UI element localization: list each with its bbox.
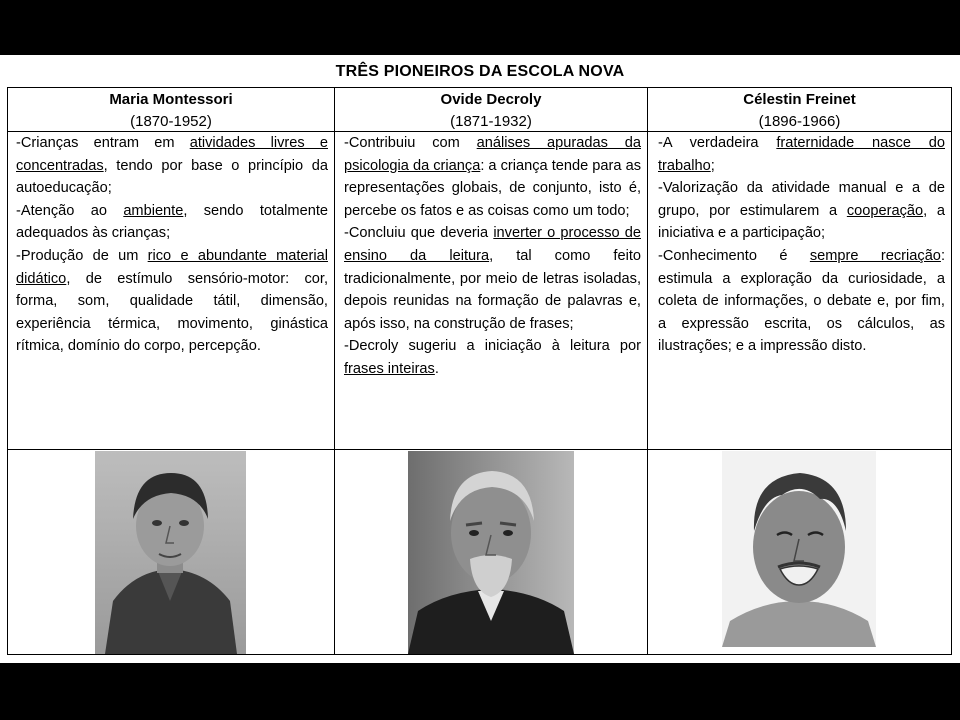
underlined-text: cooperação xyxy=(846,202,924,219)
paragraph xyxy=(16,245,328,358)
table-title: TRÊS PIONEIROS DA ESCOLA NOVA xyxy=(335,63,625,80)
text-segment: : a criança tende para as representações globais, de conjunto, isto é, percebe os fatos e as coisas como um todo; xyxy=(344,157,641,219)
name-montessori: Maria Montessori xyxy=(109,91,233,108)
text-montessori xyxy=(8,132,334,449)
paragraph xyxy=(658,177,945,245)
photo-montessori xyxy=(95,451,246,654)
underlined-text: sempre recriação xyxy=(809,247,941,264)
photo-decroly xyxy=(408,451,574,654)
underlined-text: atividades livres e concentradas xyxy=(16,135,328,174)
underlined-text: rico e abundante material didático xyxy=(16,247,328,287)
paragraph xyxy=(16,132,328,200)
text-segment: -Concluiu que deveria xyxy=(344,225,494,242)
underlined-text: inverter o processo de ensino da leitura xyxy=(344,225,641,264)
underlined-text: ambiente xyxy=(123,202,184,219)
name-decroly: Ovide Decroly xyxy=(440,91,542,108)
years-montessori: (1870-1952) xyxy=(130,113,212,130)
paragraph xyxy=(344,222,641,335)
header-freinet xyxy=(648,88,951,131)
text-segment: , de estímulo sensório-motor: cor, forma, som, qualidade tátil, dimensão, experiência térmica, movimento, ginástica rítmica, domínio do corpo, percepção. xyxy=(16,270,328,355)
years-freinet: (1896-1966) xyxy=(758,113,841,130)
text-segment: : estimula a exploração da curiosidade, a coleta de informações, o debate e, por fim, a expressão escrita, os cálculos, as ilustrações; e a impressão disto. xyxy=(658,247,945,355)
text-segment: , tal como feito tradicionalmente, por meio de letras isoladas, depois reunidas na formação de palavras e, após isso, na construção de frases; xyxy=(344,247,641,332)
text-segment: -Crianças entram em xyxy=(16,135,190,151)
paragraph xyxy=(344,335,641,380)
text-segment: ; xyxy=(710,157,715,174)
text-segment: -Conhecimento é xyxy=(658,247,810,264)
header-decroly xyxy=(335,88,647,131)
paragraph xyxy=(658,245,945,358)
table-border-bottom xyxy=(7,654,952,655)
table-border-right xyxy=(951,87,952,655)
text-segment: , a iniciativa e a participação; xyxy=(658,202,945,242)
slide xyxy=(0,55,960,663)
paragraph xyxy=(16,200,328,245)
years-decroly: (1871-1932) xyxy=(450,113,532,130)
paragraph xyxy=(658,132,945,177)
paragraph xyxy=(344,132,641,222)
underlined-text: frases inteiras xyxy=(344,360,435,377)
text-freinet xyxy=(648,132,951,449)
text-decroly xyxy=(335,132,647,449)
photo-freinet xyxy=(722,451,876,647)
name-freinet: Célestin Freinet xyxy=(743,91,856,108)
underlined-text: fraternidade nasce do trabalho xyxy=(658,135,945,174)
text-segment: -Atenção ao xyxy=(16,202,124,219)
text-segment: , sendo totalmente adequados às crianças; xyxy=(16,202,328,242)
text-segment: , tendo por base o princípio da autoeducação; xyxy=(16,157,328,197)
underlined-text: análises apuradas da psicologia da criança xyxy=(344,135,641,174)
text-segment: -A verdadeira xyxy=(658,135,777,151)
header-montessori xyxy=(8,88,334,131)
text-segment: -Valorização da atividade manual e a de grupo, por estimularem a xyxy=(658,180,945,219)
text-segment: -Contribuiu com xyxy=(344,135,477,151)
pioneers-table xyxy=(0,55,960,663)
text-segment: -Produção de um xyxy=(16,247,148,264)
table-border-text xyxy=(7,449,952,450)
text-segment: -Decroly sugeriu a iniciação à leitura por xyxy=(344,338,641,355)
text-segment: . xyxy=(434,360,439,377)
